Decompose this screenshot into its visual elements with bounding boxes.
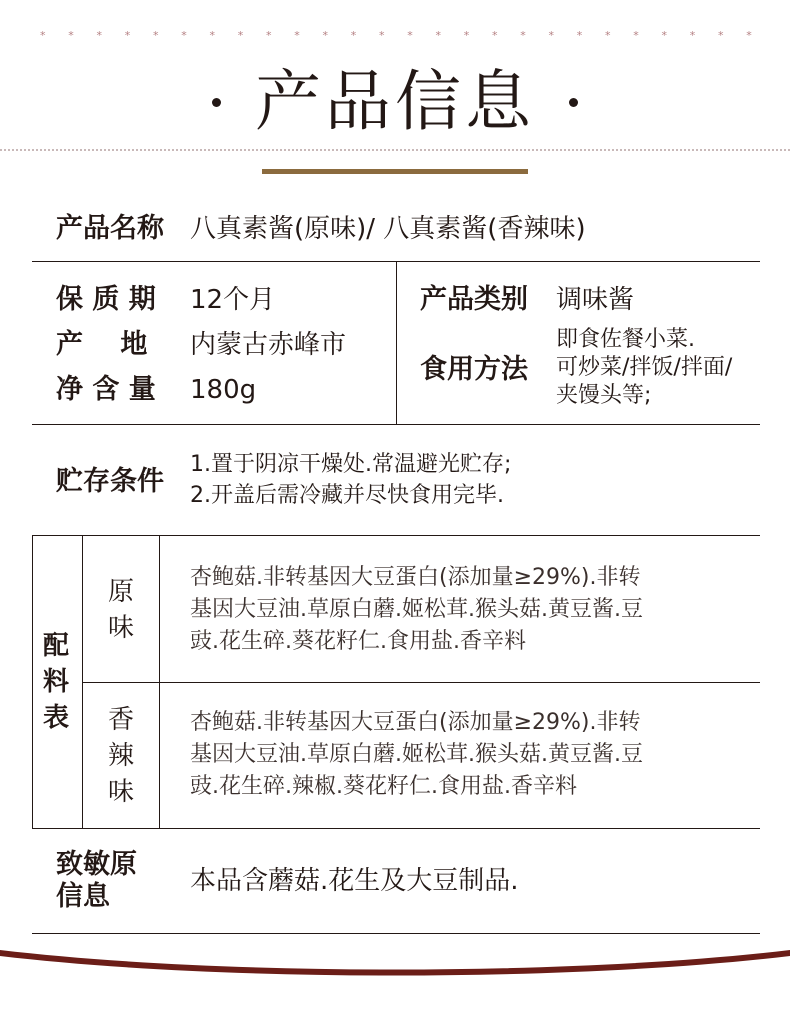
star-icon: * — [379, 29, 385, 42]
star-icon: * — [124, 29, 131, 42]
shelf-life-value: 12个月 — [190, 285, 276, 315]
star-icon: * — [407, 29, 413, 42]
decorative-star-row — [40, 26, 752, 46]
star-icon: * — [96, 29, 102, 42]
storage-line: 1.置于阴凉干燥处.常温避光贮存; — [190, 452, 512, 477]
table-divider — [32, 933, 760, 934]
bullet-dot-icon — [569, 98, 578, 107]
net-content-label: 净 含 量 — [56, 374, 156, 405]
net-content-value: 180g — [190, 375, 257, 405]
allergen-value: 本品含蘑菇.花生及大豆制品. — [190, 866, 519, 896]
origin-label: 产 地 — [56, 329, 162, 360]
origin-value: 内蒙古赤峰市 — [190, 330, 347, 360]
table-divider — [32, 535, 760, 536]
ingredients-spicy-text: 杏鲍菇.非转基因大豆蛋白(添加量≥29%).非转 基因大豆油.草原白蘑.姬松茸.猴头菇.黄豆酱.豆 豉.花生碎.辣椒.葵花籽仁.食用盐.香辛料 — [190, 710, 643, 799]
usage-line: 即食佐餐小菜. — [556, 327, 695, 352]
star-icon: * — [68, 29, 74, 42]
star-icon: * — [520, 29, 526, 42]
decorative-bottom-wave — [0, 948, 790, 988]
star-icon: * — [153, 29, 159, 42]
star-icon: * — [266, 29, 272, 42]
storage-label: 贮存条件 — [56, 466, 164, 497]
ingredients-table-label: 配 料 表 — [42, 631, 69, 733]
allergen-label: 致敏原 — [56, 849, 137, 880]
star-icon: * — [548, 29, 554, 42]
star-icon: * — [605, 29, 611, 42]
usage-label: 食用方法 — [420, 354, 528, 385]
star-icon: * — [689, 29, 696, 42]
star-icon: * — [463, 29, 470, 42]
product-name-label: 产品名称 — [56, 213, 164, 244]
star-icon: * — [718, 29, 724, 42]
usage-line: 可炒菜/拌饭/拌面/ — [556, 355, 733, 380]
page-title-row — [0, 62, 790, 142]
ingredients-left-border — [32, 535, 33, 828]
allergen-label: 信息 — [56, 881, 110, 912]
star-icon: * — [746, 29, 752, 42]
storage-line: 2.开盖后需冷藏并尽快食用完毕. — [190, 483, 504, 508]
star-icon: * — [322, 29, 328, 42]
specs-column-divider — [396, 262, 397, 424]
star-icon: * — [209, 29, 215, 42]
product-name-value: 八真素酱(原味)/ 八真素酱(香辣味) — [190, 214, 586, 244]
table-divider — [32, 424, 760, 425]
star-icon: * — [435, 29, 441, 42]
star-icon: * — [661, 29, 667, 42]
flavor-spicy-label: 香 辣 味 — [107, 705, 134, 807]
category-label: 产品类别 — [420, 284, 528, 315]
table-divider — [32, 828, 760, 829]
star-icon: * — [492, 29, 498, 42]
ingredients-row-divider — [83, 682, 760, 683]
usage-line: 夹馒头等; — [556, 383, 652, 408]
flavor-original-label: 原 味 — [107, 577, 134, 643]
bullet-dot-icon — [212, 98, 221, 107]
shelf-life-label: 保 质 期 — [56, 284, 156, 315]
star-icon: * — [40, 29, 46, 42]
star-icon: * — [181, 29, 187, 42]
star-icon: * — [350, 29, 357, 42]
page-title: 产品信息 — [255, 63, 535, 140]
title-underline-bar — [262, 169, 528, 174]
star-icon: * — [576, 29, 583, 42]
category-value: 调味酱 — [556, 285, 635, 315]
dotted-divider — [0, 149, 790, 151]
star-icon: * — [633, 29, 639, 42]
ingredients-original-text: 杏鲍菇.非转基因大豆蛋白(添加量≥29%).非转 基因大豆油.草原白蘑.姬松茸.猴头菇.黄豆酱.豆 豉.花生碎.葵花籽仁.食用盐.香辛料 — [190, 565, 643, 654]
star-icon: * — [237, 29, 244, 42]
star-icon: * — [294, 29, 300, 42]
